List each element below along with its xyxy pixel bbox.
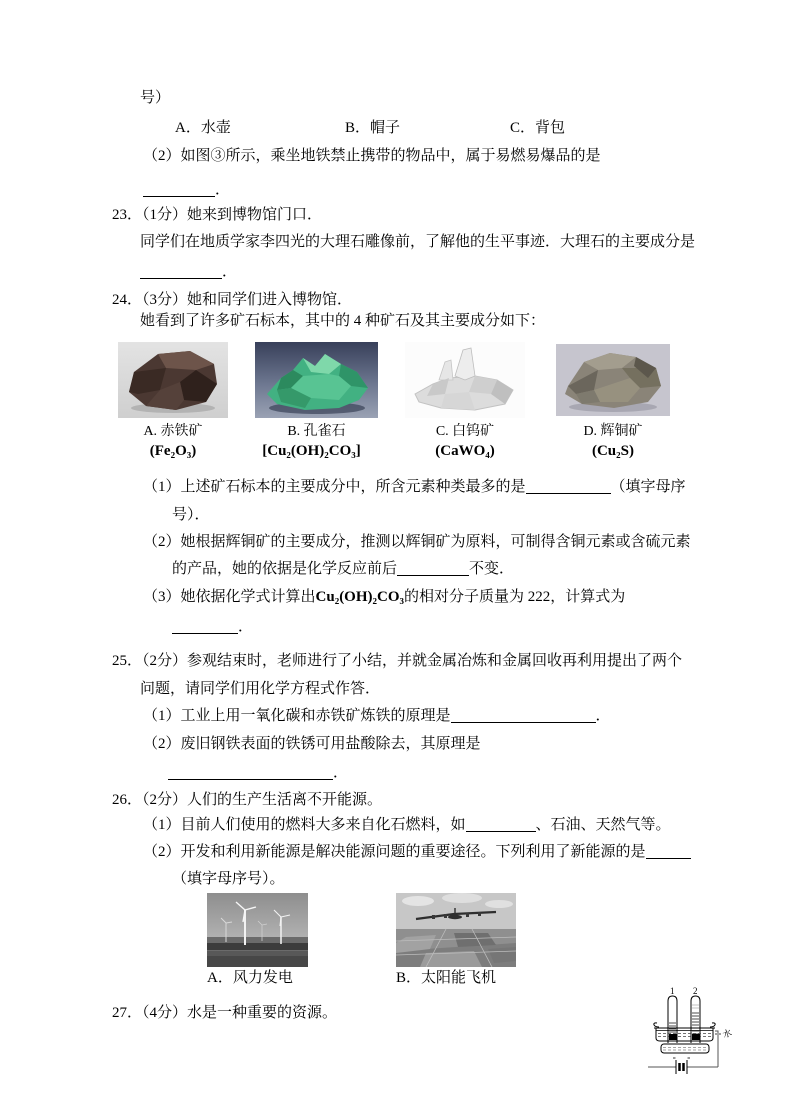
- scheelite-photo: [405, 342, 525, 418]
- wire-right: [715, 1031, 718, 1067]
- q26-sub2-wrap: （填字母序号）。: [172, 871, 285, 887]
- q23-body: 同学们在地质学家李四光的大理石雕像前，了解他的生平事迹．大理石的主要成分是: [140, 234, 696, 250]
- answer-blank: [451, 707, 596, 723]
- hematite-photo: [118, 342, 228, 418]
- answer-blank: [466, 816, 536, 832]
- q25-heading-line1: 25．（2分）参观结束时，老师进行了小结，并就金属冶炼和金属回收再利用提出了两个: [112, 653, 683, 669]
- solar-plane-photo: [396, 893, 516, 967]
- malachite-photo-image: [255, 342, 378, 418]
- q24-sub2-line2: 的产品，她的依据是化学反应前后 不变．: [172, 561, 515, 577]
- tube-1-label: 1: [670, 986, 675, 996]
- q22-option-a: A．水壶: [175, 120, 231, 136]
- tube-2-label: 2: [693, 986, 698, 996]
- q22-continuation: 号）: [140, 90, 171, 106]
- q24-sub3-answer-line: ．: [172, 617, 253, 637]
- q25-sub2-answer-line: ．: [168, 763, 348, 783]
- q25-sub1: （1）工业上用一氧化碳和赤铁矿炼铁的原理是 ．: [143, 708, 611, 724]
- q24-heading: 24．（3分）她和同学们进入博物馆．: [112, 292, 353, 308]
- q25-heading-line2: 问题，请同学们用化学方程式作答．: [140, 681, 381, 697]
- answer-blank: [397, 560, 469, 576]
- mineral-label-a: A. 赤铁矿: [143, 424, 203, 439]
- q26-heading: 26．（2分）人们的生产生活离不开能源。: [112, 792, 383, 808]
- q24-sub1-wrap: 号）．: [172, 507, 210, 523]
- q22-part2-text: （2）如图③所示，乘坐地铁禁止携带的物品中，属于易燃易爆品的是: [143, 148, 601, 164]
- q22-answer-line: ．: [143, 180, 230, 200]
- q26-sub1: （1）目前人们使用的燃料大多来自化石燃料，如 、石油、天然气等。: [143, 817, 671, 833]
- q23-heading: 23．（1分）她来到博物馆门口．: [112, 207, 323, 223]
- q26-sub2: （2）开发和利用新能源是解决能源问题的重要途径。下列利用了新能源的是: [143, 842, 691, 862]
- mineral-label-b: B. 孔雀石: [287, 424, 346, 439]
- lower-dish: [661, 1044, 709, 1053]
- mineral-formula-a: (Fe₂O₃): [149, 443, 197, 459]
- electrolysis-diagram: [645, 983, 790, 1083]
- energy-label-a: A．风力发电: [207, 970, 293, 986]
- malachite-photo: [255, 342, 378, 418]
- answer-blank: [172, 618, 238, 634]
- battery-icon: [673, 1058, 690, 1074]
- q24-intro: 她看到了许多矿石标本，其中的 4 种矿石及其主要成分如下：: [140, 313, 546, 329]
- solar-plane-photo-image: [396, 893, 516, 967]
- wind-power-photo: [207, 893, 308, 967]
- answer-blank: [526, 478, 611, 494]
- answer-blank: [168, 764, 333, 780]
- q24-sub2-line1: （2）她根据辉铜矿的主要成分，推测以辉铜矿为原料，可制得含铜元素或含硫元素: [143, 534, 691, 550]
- wind-power-photo-image: [207, 893, 308, 967]
- q22-option-b: B．帽子: [345, 120, 401, 136]
- answer-blank: [646, 843, 691, 859]
- q25-sub2: （2）废旧钢铁表面的铁锈可用盐酸除去，其原理是: [143, 736, 481, 752]
- q27-heading: 27．（4分）水是一种重要的资源。: [112, 1005, 338, 1021]
- answer-blank: [143, 181, 215, 197]
- scheelite-photo-image: [405, 342, 525, 418]
- electrolysis-diagram-image: [645, 983, 790, 1083]
- q24-sub3-line1: （3）她依据化学式计算出Cu₂(OH)₂CO₃的相对分子质量为 222，计算式为: [143, 589, 626, 605]
- mineral-formula-b: [Cu₂(OH)₂CO₃]: [262, 443, 361, 459]
- mineral-formula-c: (CaWO₄): [435, 443, 495, 459]
- electrode-1: [669, 1034, 677, 1040]
- q22-option-c: C．背包: [510, 120, 566, 136]
- chalcocite-photo: [556, 344, 670, 416]
- q23-answer-line: ．: [140, 262, 237, 282]
- mineral-label-d: D. 辉铜矿: [583, 424, 643, 439]
- chalcocite-photo-image: [556, 344, 670, 416]
- hematite-photo-image: [118, 342, 228, 418]
- electrode-2: [692, 1034, 700, 1040]
- energy-label-b: B．太阳能飞机: [396, 970, 497, 986]
- inline-formula: Cu₂(OH)₂CO₃: [315, 589, 405, 605]
- mineral-formula-d: (Cu₂S): [591, 443, 634, 459]
- answer-blank: [140, 263, 222, 279]
- water-label: 水: [721, 1027, 734, 1040]
- mineral-label-c: C. 白钨矿: [435, 424, 495, 439]
- q24-sub1: （1）上述矿石标本的主要成分中，所含元素种类最多的是 （填字母序: [143, 479, 686, 495]
